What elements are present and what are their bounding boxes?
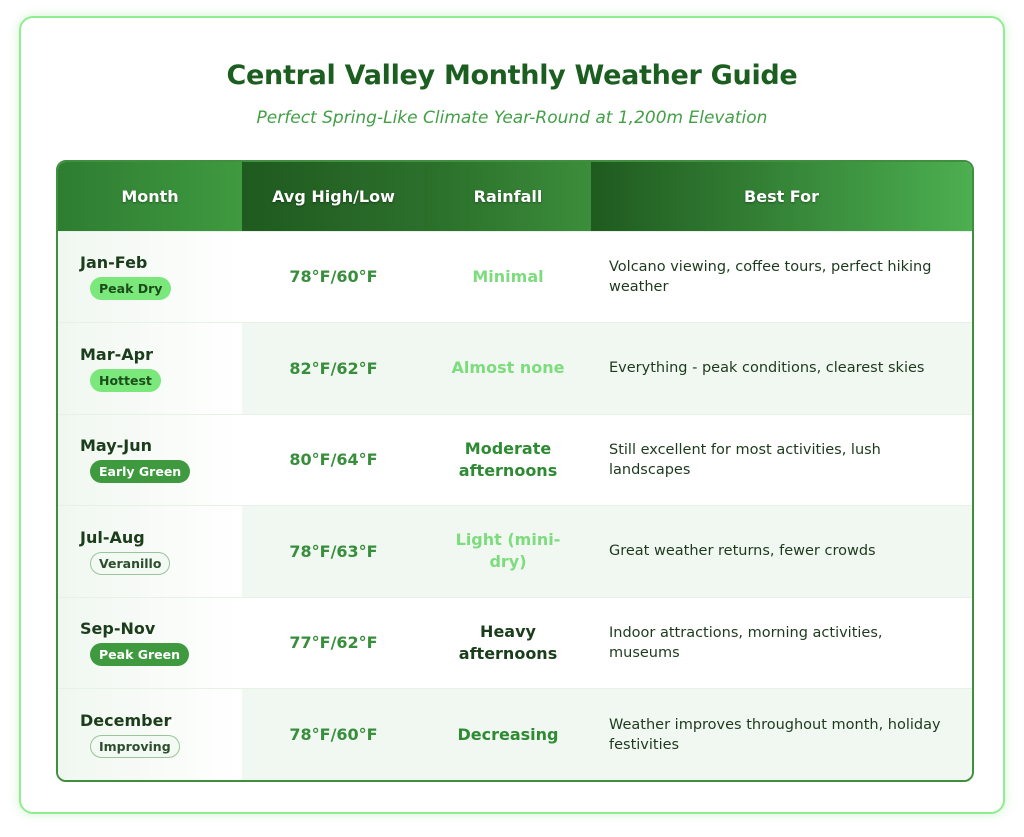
season-badge: Peak Dry	[90, 277, 171, 300]
temp-cell: 77°F/62°F	[242, 597, 425, 689]
page-title: Central Valley Monthly Weather Guide	[226, 60, 798, 91]
best-for-cell: Indoor attractions, morning activities, museums	[591, 597, 972, 689]
header-rainfall: Rainfall	[425, 162, 591, 231]
temp-cell: 78°F/60°F	[242, 231, 425, 323]
rainfall-cell: Almost none	[425, 323, 591, 415]
month-cell	[58, 597, 242, 689]
best-for-cell: Great weather returns, fewer crowds	[591, 506, 972, 598]
rainfall-cell: Decreasing	[425, 689, 591, 781]
table-row	[58, 414, 972, 506]
table-row	[58, 323, 972, 415]
season-badge: Early Green	[90, 460, 190, 483]
month-cell	[58, 323, 242, 415]
season-badge: Peak Green	[90, 643, 189, 666]
temp-cell: 78°F/60°F	[242, 689, 425, 781]
rainfall-cell: Minimal	[425, 231, 591, 323]
header-avg-high-low: Avg High/Low	[242, 162, 425, 231]
month-name: Sep-Nov	[80, 619, 156, 639]
month-name: Jan-Feb	[80, 253, 148, 273]
month-cell	[58, 414, 242, 506]
page-subtitle: Perfect Spring-Like Climate Year-Round at 1,200m Elevation	[256, 108, 768, 128]
table-header-row	[58, 162, 972, 231]
temp-cell: 80°F/64°F	[242, 414, 425, 506]
table-row	[58, 506, 972, 598]
table-row	[58, 689, 972, 781]
header-month: Month	[58, 162, 242, 231]
rainfall-cell: Moderate afternoons	[425, 414, 591, 506]
month-cell	[58, 689, 242, 781]
month-cell	[58, 231, 242, 323]
best-for-cell: Volcano viewing, coffee tours, perfect hiking weather	[591, 231, 972, 323]
table-row	[58, 597, 972, 689]
best-for-cell: Everything - peak conditions, clearest skies	[591, 323, 972, 415]
rainfall-cell: Light (mini-dry)	[425, 506, 591, 598]
table-row	[58, 231, 972, 323]
best-for-cell: Weather improves throughout month, holiday festivities	[591, 689, 972, 781]
season-badge: Improving	[90, 735, 180, 758]
rainfall-cell: Heavy afternoons	[425, 597, 591, 689]
season-badge: Hottest	[90, 369, 161, 392]
month-name: May-Jun	[80, 436, 153, 456]
weather-guide-card	[19, 16, 1005, 814]
best-for-cell: Still excellent for most activities, lush landscapes	[591, 414, 972, 506]
month-cell	[58, 506, 242, 598]
month-name: Mar-Apr	[80, 344, 153, 364]
header-best-for: Best For	[591, 162, 972, 231]
season-badge: Veranillo	[90, 552, 170, 575]
month-name: December	[80, 711, 172, 730]
temp-cell: 82°F/62°F	[242, 323, 425, 415]
month-name: Jul-Aug	[80, 527, 145, 547]
weather-table	[56, 160, 974, 782]
temp-cell: 78°F/63°F	[242, 506, 425, 598]
